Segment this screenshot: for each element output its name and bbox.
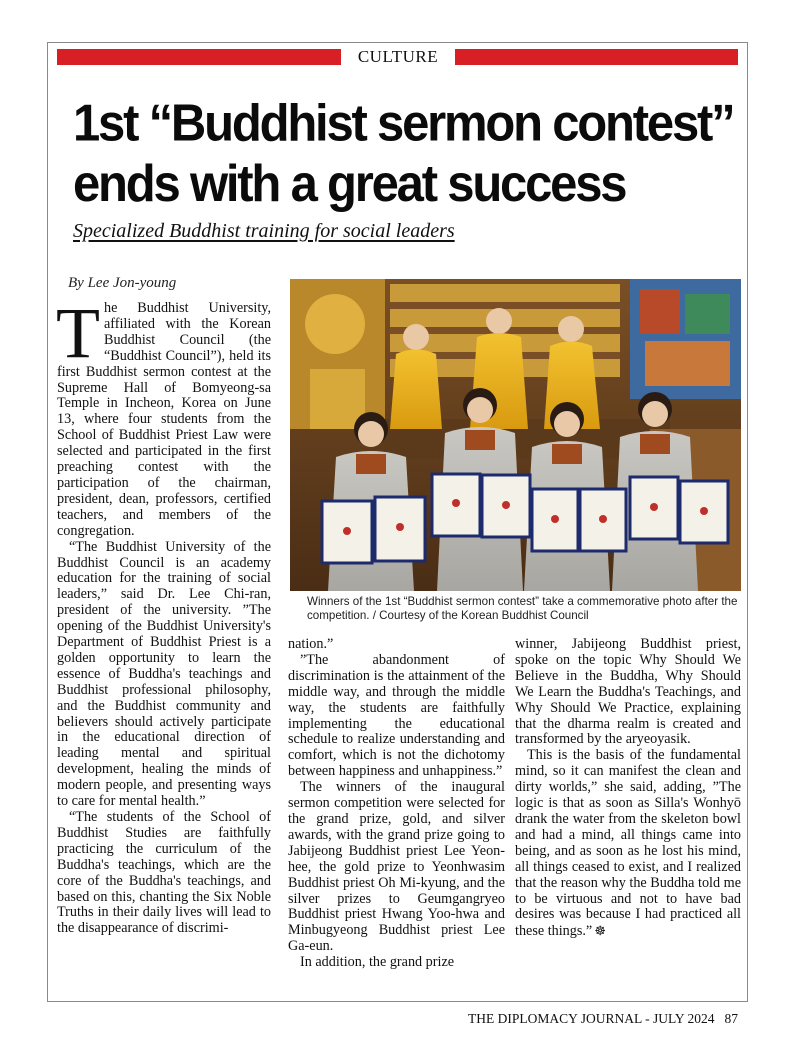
headline: 1st “Buddhist sermon contest” ends with a great success [73,95,734,213]
paragraph-text: This is the basis of the fundamental mind, so it can manifest the clean and dirty worlds,” she said, adding, ”The logic is that as soon as Silla's Wonhyō drank the water from the skeleton bowl and had a mind, all things came into being, and as soon as he lost his mind, all things ceased to exist, and I realized that the reason why the Buddha told me to be virtuous and not to have bad desires was because I had practiced all these things.” [515,747,741,940]
drop-cap: T [56,293,100,373]
publication-name: THE DIPLOMACY JOURNAL - JULY 2024 [468,1011,715,1026]
photo-caption: Winners of the 1st “Buddhist sermon contest” take a commemorative photo after the competition. / Courtesy of the Korean Buddhist Council [307,595,738,622]
paragraph: “The Buddhist University of the Buddhist Council is an academy education for the training of social leaders,” said Dr. Lee Chi-ran, president of the university. ”The opening of the Buddhist University's Department of Buddhist Priest is a golden opportunity to learn the essence of Buddha's teachings and Buddhist professional philosophy, and the Buddhist community and believers should actively participate in the educational direction of leading mental and spiritual development, healing the minds of modern people, and presenting ways to care for mental health.” [57,538,271,810]
page-number: 87 [724,1011,739,1026]
paragraph: nation.” [288,636,334,652]
paragraph: ”The abandonment of discrimination is the attainment of the middle way, and through the middle way, the students are faithfully implementing the educational schedule to realize understanding and comfort, which is not the dichotomy between happiness and unhappiness.” [288,651,505,780]
paragraph: In addition, the grand prize [300,954,455,971]
byline: By Lee Jon-young [68,275,177,291]
photo-illustration [290,279,741,591]
section-label: CULTURE [357,47,439,66]
award-ceremony-photo [290,279,741,591]
paragraph [515,748,741,940]
paragraph: The winners of the inaugural sermon competition were selected for the grand prize, gold, and silver awards, with the grand prize going to Jabijeong Buddhist priest Lee Yeon-hee, the gold prize to Yeonhwasim Buddhist priest Oh Mi-kyung, and the silver prizes to Geumgangryeo Buddhist priest Hwang Yoo-hwa and Minbugyeong Buddhist priest Lee Ga-eun. [288,779,505,955]
page-footer [468,1011,738,1027]
paragraph-text: he Buddhist University, affiliated with the Korean Buddhist Council (the “Buddhist Council”), held its first Buddhist sermon contest at the Supreme Hall of Bomyeong-sa Temple in Incheon, Korea on June 13, where four students from the School of Buddhist Priest Law were selected and participated in the first preaching contest with the participation of the chairman, president, dean, professors, certified teachers, and members of the congregation. [57,300,271,539]
article-column-1 [56,293,271,937]
article-column-3 [515,637,741,940]
paragraph: “The students of the School of Buddhist Studies are faithfully practicing the curriculum of the Buddha's teachings, which are the core of the Buddha's teachings, and based on this, chanting the Six Noble Truths in their daily lives will lead to the disappearance of discrimi- [57,809,271,937]
paragraph: winner, Jabijeong Buddhist priest, spoke on the topic Why Should We Believe in the Buddha, Why Should We Learn the Buddha's Teachings, and Why Should We Practice, explaining that the dharma realm is created and transformed by the aryeoyasik. [515,636,741,748]
paragraph [56,293,271,540]
section-bar-left [57,49,341,65]
subheadline: Specialized Buddhist training for social leaders [73,220,455,242]
article-column-2 [288,637,505,971]
dharma-wheel-icon: ☸ [594,923,606,939]
section-bar-right [455,49,738,65]
